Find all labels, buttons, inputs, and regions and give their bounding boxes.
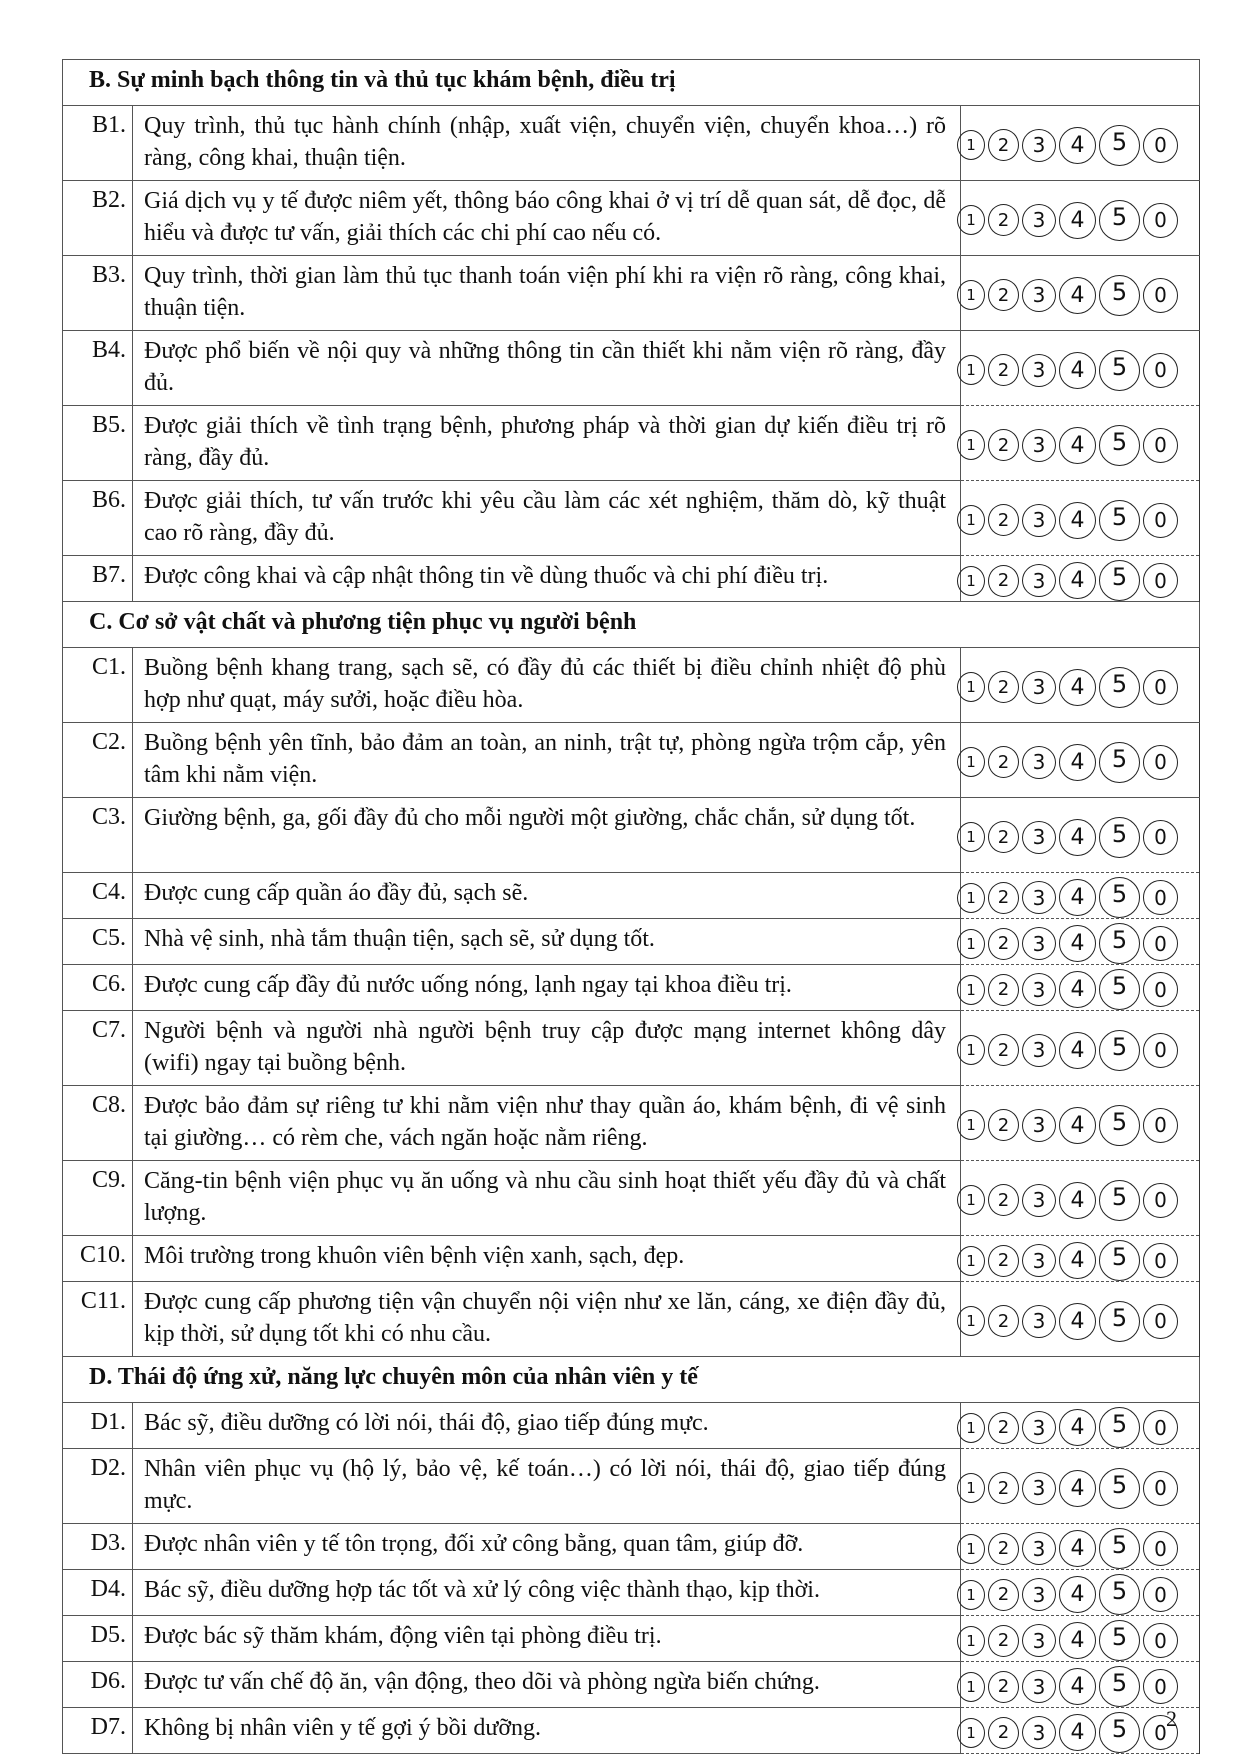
rating-cell xyxy=(961,256,1200,331)
rating-bubble-1[interactable]: 1 xyxy=(957,822,985,852)
rating-bubble-3[interactable]: 3 xyxy=(1022,1305,1056,1338)
rating-bubble-2[interactable]: 2 xyxy=(988,204,1019,236)
rating-bubble-3[interactable]: 3 xyxy=(1022,1244,1056,1277)
survey-page xyxy=(62,59,1199,1754)
question-text: Quy trình, thủ tục hành chính (nhập, xuất viện, chuyển viện, chuyển khoa…) rõ ràng, công khai, thuận tiện. xyxy=(133,106,961,181)
question-text: Môi trường trong khuôn viên bệnh viện xanh, sạch, đẹp. xyxy=(133,1236,961,1282)
rating-bubble-0[interactable]: 0 xyxy=(1143,278,1178,313)
question-row xyxy=(63,1011,1200,1086)
rating-bubble-0[interactable]: 0 xyxy=(1143,1669,1178,1704)
rating-bubble-1[interactable]: 1 xyxy=(957,1534,985,1564)
rating-bubble-1[interactable]: 1 xyxy=(957,1473,985,1503)
rating-bubble-2[interactable]: 2 xyxy=(988,1579,1019,1611)
rating-bubble-0[interactable]: 0 xyxy=(1143,203,1178,238)
rating-cell xyxy=(961,1011,1200,1086)
rating-bubble-4[interactable]: 4 xyxy=(1059,879,1096,916)
rating-bubble-0[interactable]: 0 xyxy=(1143,972,1178,1007)
question-text: Được nhân viên y tế tôn trọng, đối xử công bằng, quan tâm, giúp đỡ. xyxy=(133,1524,961,1570)
rating-bubble-3[interactable]: 3 xyxy=(1022,1578,1056,1611)
rating-bubble-2[interactable]: 2 xyxy=(988,129,1019,161)
question-text: Không bị nhân viên y tế gợi ý bồi dưỡng. xyxy=(133,1708,961,1754)
rating-cell xyxy=(961,1662,1200,1708)
rating-bubble-1[interactable]: 1 xyxy=(957,1413,985,1443)
rating-bubble-3[interactable]: 3 xyxy=(1022,1716,1056,1749)
rating-bubble-0[interactable]: 0 xyxy=(1143,1623,1178,1658)
rating-bubble-3[interactable]: 3 xyxy=(1022,1411,1056,1444)
question-code: C10. xyxy=(63,1236,133,1282)
rating-cell xyxy=(961,1403,1200,1449)
question-row xyxy=(63,106,1200,181)
question-code: B4. xyxy=(63,331,133,406)
rating-cell xyxy=(961,406,1200,481)
question-text: Bác sỹ, điều dưỡng có lời nói, thái độ, giao tiếp đúng mực. xyxy=(133,1403,961,1449)
question-code: C7. xyxy=(63,1011,133,1086)
question-row xyxy=(63,1282,1200,1357)
rating-bubble-1[interactable]: 1 xyxy=(957,1035,985,1065)
rating-bubble-0[interactable]: 0 xyxy=(1143,1410,1178,1445)
rating-options xyxy=(957,560,1199,601)
rating-bubble-4[interactable]: 4 xyxy=(1059,352,1096,389)
section-title: D. Thái độ ứng xử, năng lực chuyên môn của nhân viên y tế xyxy=(63,1357,1200,1403)
rating-cell xyxy=(961,1616,1200,1662)
rating-cell xyxy=(961,331,1200,406)
question-text: Giá dịch vụ y tế được niêm yết, thông báo công khai ở vị trí dễ quan sát, dễ đọc, dễ hiểu và được tư vấn, giải thích các chi phí cao nếu có. xyxy=(133,181,961,256)
rating-options xyxy=(957,667,1199,708)
rating-bubble-4[interactable]: 4 xyxy=(1059,1242,1096,1279)
question-code: B3. xyxy=(63,256,133,331)
rating-bubble-0[interactable]: 0 xyxy=(1143,820,1178,855)
rating-bubble-2[interactable]: 2 xyxy=(988,1533,1019,1565)
rating-cell xyxy=(961,873,1200,919)
question-row xyxy=(63,798,1200,873)
rating-bubble-5[interactable]: 5 xyxy=(1099,1528,1140,1569)
rating-cell xyxy=(961,181,1200,256)
rating-bubble-2[interactable]: 2 xyxy=(988,354,1019,386)
rating-cell xyxy=(961,798,1200,873)
rating-options xyxy=(957,1030,1199,1071)
rating-bubble-0[interactable]: 0 xyxy=(1143,670,1178,705)
rating-bubble-4[interactable]: 4 xyxy=(1059,202,1096,239)
rating-bubble-0[interactable]: 0 xyxy=(1143,1033,1178,1068)
rating-bubble-2[interactable]: 2 xyxy=(988,882,1019,914)
rating-bubble-5[interactable]: 5 xyxy=(1099,1712,1140,1753)
rating-bubble-2[interactable]: 2 xyxy=(988,746,1019,778)
question-row xyxy=(63,481,1200,556)
rating-bubble-3[interactable]: 3 xyxy=(1022,1670,1056,1703)
rating-bubble-2[interactable]: 2 xyxy=(988,1625,1019,1657)
rating-bubble-0[interactable]: 0 xyxy=(1143,880,1178,915)
question-text: Được cung cấp quần áo đầy đủ, sạch sẽ. xyxy=(133,873,961,919)
section-header-row xyxy=(63,60,1200,106)
rating-options xyxy=(957,500,1199,541)
rating-bubble-4[interactable]: 4 xyxy=(1059,1107,1096,1144)
question-code: D5. xyxy=(63,1616,133,1662)
question-text: Giường bệnh, ga, gối đầy đủ cho mỗi người một giường, chắc chắn, sử dụng tốt. xyxy=(133,798,961,873)
rating-bubble-0[interactable]: 0 xyxy=(1143,503,1178,538)
question-text: Người bệnh và người nhà người bệnh truy cập được mạng internet không dây (wifi) ngay tại buồng bệnh. xyxy=(133,1011,961,1086)
rating-bubble-0[interactable]: 0 xyxy=(1143,353,1178,388)
rating-bubble-2[interactable]: 2 xyxy=(988,1412,1019,1444)
rating-bubble-4[interactable]: 4 xyxy=(1059,1303,1096,1340)
rating-bubble-1[interactable]: 1 xyxy=(957,205,985,235)
question-text: Buồng bệnh yên tĩnh, bảo đảm an toàn, an ninh, trật tự, phòng ngừa trộm cắp, yên tâm khi nằm viện. xyxy=(133,723,961,798)
question-code: C4. xyxy=(63,873,133,919)
rating-bubble-3[interactable]: 3 xyxy=(1022,504,1056,537)
rating-bubble-5[interactable]: 5 xyxy=(1099,1666,1140,1707)
section-header-row xyxy=(63,1357,1200,1403)
rating-bubble-3[interactable]: 3 xyxy=(1022,1472,1056,1505)
rating-bubble-2[interactable]: 2 xyxy=(988,671,1019,703)
question-text: Được cung cấp đầy đủ nước uống nóng, lạnh ngay tại khoa điều trị. xyxy=(133,965,961,1011)
section-title: B. Sự minh bạch thông tin và thủ tục khám bệnh, điều trị xyxy=(63,60,1200,106)
question-code: B2. xyxy=(63,181,133,256)
rating-cell xyxy=(961,648,1200,723)
rating-bubble-2[interactable]: 2 xyxy=(988,1245,1019,1277)
rating-bubble-4[interactable]: 4 xyxy=(1059,1576,1096,1613)
rating-bubble-2[interactable]: 2 xyxy=(988,429,1019,461)
section-title: C. Cơ sở vật chất và phương tiện phục vụ người bệnh xyxy=(63,602,1200,648)
rating-options xyxy=(957,877,1199,918)
rating-bubble-5[interactable]: 5 xyxy=(1099,350,1140,391)
rating-bubble-2[interactable]: 2 xyxy=(988,1034,1019,1066)
question-text: Được giải thích về tình trạng bệnh, phương pháp và thời gian dự kiến điều trị rõ ràng, đầy đủ. xyxy=(133,406,961,481)
rating-bubble-0[interactable]: 0 xyxy=(1143,1183,1178,1218)
question-code: C2. xyxy=(63,723,133,798)
rating-bubble-2[interactable]: 2 xyxy=(988,928,1019,960)
rating-bubble-3[interactable]: 3 xyxy=(1022,1532,1056,1565)
rating-bubble-5[interactable]: 5 xyxy=(1099,560,1140,601)
question-code: C9. xyxy=(63,1161,133,1236)
rating-options xyxy=(957,1105,1199,1146)
rating-bubble-5[interactable]: 5 xyxy=(1099,275,1140,316)
rating-bubble-3[interactable]: 3 xyxy=(1022,279,1056,312)
rating-bubble-3[interactable]: 3 xyxy=(1022,927,1056,960)
question-row xyxy=(63,965,1200,1011)
rating-options xyxy=(957,742,1199,783)
rating-bubble-4[interactable]: 4 xyxy=(1059,1470,1096,1507)
rating-bubble-5[interactable]: 5 xyxy=(1099,1574,1140,1615)
rating-bubble-3[interactable]: 3 xyxy=(1022,1184,1056,1217)
rating-bubble-5[interactable]: 5 xyxy=(1099,1620,1140,1661)
rating-bubble-5[interactable]: 5 xyxy=(1099,877,1140,918)
rating-bubble-4[interactable]: 4 xyxy=(1059,669,1096,706)
question-code: C5. xyxy=(63,919,133,965)
rating-options xyxy=(957,200,1199,241)
rating-bubble-1[interactable]: 1 xyxy=(957,1306,985,1336)
rating-options xyxy=(957,1666,1199,1707)
rating-bubble-5[interactable]: 5 xyxy=(1099,125,1140,166)
rating-bubble-2[interactable]: 2 xyxy=(988,821,1019,853)
question-row xyxy=(63,648,1200,723)
question-row xyxy=(63,181,1200,256)
rating-bubble-2[interactable]: 2 xyxy=(988,974,1019,1006)
rating-options xyxy=(957,817,1199,858)
rating-bubble-1[interactable]: 1 xyxy=(957,130,985,160)
rating-bubble-4[interactable]: 4 xyxy=(1059,971,1096,1008)
rating-bubble-5[interactable]: 5 xyxy=(1099,969,1140,1010)
question-text: Được phổ biến về nội quy và những thông tin cần thiết khi nằm viện rõ ràng, đầy đủ. xyxy=(133,331,961,406)
rating-bubble-4[interactable]: 4 xyxy=(1059,819,1096,856)
rating-options xyxy=(957,1468,1199,1509)
rating-bubble-1[interactable]: 1 xyxy=(957,883,985,913)
question-code: C1. xyxy=(63,648,133,723)
rating-bubble-5[interactable]: 5 xyxy=(1099,742,1140,783)
rating-bubble-2[interactable]: 2 xyxy=(988,565,1019,597)
rating-bubble-0[interactable]: 0 xyxy=(1143,1715,1178,1750)
question-text: Được công khai và cập nhật thông tin về dùng thuốc và chi phí điều trị. xyxy=(133,556,961,602)
question-row xyxy=(63,1708,1200,1754)
rating-cell xyxy=(961,1449,1200,1524)
question-row xyxy=(63,1662,1200,1708)
rating-bubble-5[interactable]: 5 xyxy=(1099,923,1140,964)
rating-bubble-1[interactable]: 1 xyxy=(957,929,985,959)
question-code: D3. xyxy=(63,1524,133,1570)
rating-bubble-4[interactable]: 4 xyxy=(1059,127,1096,164)
rating-cell xyxy=(961,965,1200,1011)
question-code: B7. xyxy=(63,556,133,602)
rating-cell xyxy=(961,106,1200,181)
rating-bubble-4[interactable]: 4 xyxy=(1059,1668,1096,1705)
question-row xyxy=(63,1449,1200,1524)
question-row xyxy=(63,1086,1200,1161)
rating-bubble-5[interactable]: 5 xyxy=(1099,1240,1140,1281)
rating-bubble-2[interactable]: 2 xyxy=(988,1671,1019,1703)
page-number: 2 xyxy=(1166,1706,1177,1731)
question-row xyxy=(63,1616,1200,1662)
rating-options xyxy=(957,1240,1199,1281)
question-text: Được giải thích, tư vấn trước khi yêu cầu làm các xét nghiệm, thăm dò, kỹ thuật cao rõ ràng, đầy đủ. xyxy=(133,481,961,556)
question-text: Được cung cấp phương tiện vận chuyển nội viện như xe lăn, cáng, xe điện đầy đủ, kịp thời, sử dụng tốt khi có nhu cầu. xyxy=(133,1282,961,1357)
rating-bubble-0[interactable]: 0 xyxy=(1143,428,1178,463)
rating-bubble-5[interactable]: 5 xyxy=(1099,1468,1140,1509)
question-row xyxy=(63,1570,1200,1616)
rating-bubble-2[interactable]: 2 xyxy=(988,1184,1019,1216)
question-code: C8. xyxy=(63,1086,133,1161)
rating-options xyxy=(957,1712,1199,1753)
rating-cell xyxy=(961,1708,1200,1754)
question-text: Nhân viên phục vụ (hộ lý, bảo vệ, kế toán…) có lời nói, thái độ, giao tiếp đúng mực. xyxy=(133,1449,961,1524)
rating-options xyxy=(957,1407,1199,1448)
rating-bubble-4[interactable]: 4 xyxy=(1059,277,1096,314)
rating-bubble-4[interactable]: 4 xyxy=(1059,562,1096,599)
rating-bubble-4[interactable]: 4 xyxy=(1059,925,1096,962)
rating-options xyxy=(957,350,1199,391)
rating-bubble-1[interactable]: 1 xyxy=(957,975,985,1005)
rating-bubble-3[interactable]: 3 xyxy=(1022,1034,1056,1067)
rating-cell xyxy=(961,1086,1200,1161)
rating-options xyxy=(957,1301,1199,1342)
question-row xyxy=(63,556,1200,602)
rating-bubble-4[interactable]: 4 xyxy=(1059,1714,1096,1751)
question-text: Được tư vấn chế độ ăn, vận động, theo dõi và phòng ngừa biến chứng. xyxy=(133,1662,961,1708)
question-row xyxy=(63,1161,1200,1236)
rating-bubble-1[interactable]: 1 xyxy=(957,1580,985,1610)
rating-bubble-0[interactable]: 0 xyxy=(1143,1531,1178,1566)
rating-options xyxy=(957,425,1199,466)
question-row xyxy=(63,1236,1200,1282)
rating-bubble-1[interactable]: 1 xyxy=(957,1246,985,1276)
rating-bubble-3[interactable]: 3 xyxy=(1022,1109,1056,1142)
question-code: D6. xyxy=(63,1662,133,1708)
question-code: D1. xyxy=(63,1403,133,1449)
question-row xyxy=(63,723,1200,798)
rating-bubble-3[interactable]: 3 xyxy=(1022,354,1056,387)
rating-bubble-4[interactable]: 4 xyxy=(1059,1032,1096,1069)
rating-bubble-5[interactable]: 5 xyxy=(1099,1180,1140,1221)
rating-bubble-1[interactable]: 1 xyxy=(957,747,985,777)
rating-bubble-0[interactable]: 0 xyxy=(1143,1243,1178,1278)
rating-bubble-4[interactable]: 4 xyxy=(1059,1409,1096,1446)
question-text: Được bác sỹ thăm khám, động viên tại phòng điều trị. xyxy=(133,1616,961,1662)
rating-bubble-2[interactable]: 2 xyxy=(988,1472,1019,1504)
rating-bubble-0[interactable]: 0 xyxy=(1143,1108,1178,1143)
rating-bubble-3[interactable]: 3 xyxy=(1022,746,1056,779)
rating-bubble-5[interactable]: 5 xyxy=(1099,667,1140,708)
question-row xyxy=(63,256,1200,331)
rating-bubble-1[interactable]: 1 xyxy=(957,1185,985,1215)
rating-cell xyxy=(961,481,1200,556)
rating-bubble-1[interactable]: 1 xyxy=(957,1718,985,1748)
rating-bubble-0[interactable]: 0 xyxy=(1143,1471,1178,1506)
rating-bubble-3[interactable]: 3 xyxy=(1022,821,1056,854)
rating-cell xyxy=(961,723,1200,798)
question-code: C11. xyxy=(63,1282,133,1357)
rating-cell xyxy=(961,1161,1200,1236)
question-text: Nhà vệ sinh, nhà tắm thuận tiện, sạch sẽ, sử dụng tốt. xyxy=(133,919,961,965)
rating-bubble-3[interactable]: 3 xyxy=(1022,564,1056,597)
rating-bubble-5[interactable]: 5 xyxy=(1099,1030,1140,1071)
rating-bubble-2[interactable]: 2 xyxy=(988,504,1019,536)
rating-bubble-5[interactable]: 5 xyxy=(1099,1301,1140,1342)
rating-bubble-4[interactable]: 4 xyxy=(1059,1622,1096,1659)
rating-bubble-5[interactable]: 5 xyxy=(1099,425,1140,466)
survey-table xyxy=(62,59,1200,1754)
rating-bubble-2[interactable]: 2 xyxy=(988,279,1019,311)
rating-options xyxy=(957,1620,1199,1661)
rating-bubble-5[interactable]: 5 xyxy=(1099,817,1140,858)
rating-bubble-1[interactable]: 1 xyxy=(957,1672,985,1702)
rating-cell xyxy=(961,919,1200,965)
rating-options xyxy=(957,125,1199,166)
rating-bubble-4[interactable]: 4 xyxy=(1059,502,1096,539)
rating-options xyxy=(957,1180,1199,1221)
rating-bubble-0[interactable]: 0 xyxy=(1143,745,1178,780)
question-code: D4. xyxy=(63,1570,133,1616)
rating-bubble-5[interactable]: 5 xyxy=(1099,1105,1140,1146)
rating-cell xyxy=(961,1282,1200,1357)
question-code: B1. xyxy=(63,106,133,181)
question-row xyxy=(63,1524,1200,1570)
question-text: Quy trình, thời gian làm thủ tục thanh toán viện phí khi ra viện rõ ràng, công khai, thuận tiện. xyxy=(133,256,961,331)
rating-cell xyxy=(961,556,1200,602)
rating-cell xyxy=(961,1570,1200,1616)
rating-options xyxy=(957,1574,1199,1615)
rating-bubble-2[interactable]: 2 xyxy=(988,1109,1019,1141)
question-code: B6. xyxy=(63,481,133,556)
rating-bubble-1[interactable]: 1 xyxy=(957,1110,985,1140)
question-text: Bác sỹ, điều dưỡng hợp tác tốt và xử lý công việc thành thạo, kịp thời. xyxy=(133,1570,961,1616)
rating-bubble-1[interactable]: 1 xyxy=(957,355,985,385)
section-header-row xyxy=(63,602,1200,648)
rating-cell xyxy=(961,1524,1200,1570)
question-row xyxy=(63,919,1200,965)
question-code: C3. xyxy=(63,798,133,873)
rating-bubble-1[interactable]: 1 xyxy=(957,672,985,702)
question-code: D2. xyxy=(63,1449,133,1524)
rating-bubble-0[interactable]: 0 xyxy=(1143,926,1178,961)
rating-cell xyxy=(961,1236,1200,1282)
rating-bubble-5[interactable]: 5 xyxy=(1099,200,1140,241)
rating-bubble-3[interactable]: 3 xyxy=(1022,671,1056,704)
rating-bubble-1[interactable]: 1 xyxy=(957,1626,985,1656)
rating-bubble-3[interactable]: 3 xyxy=(1022,1624,1056,1657)
rating-bubble-0[interactable]: 0 xyxy=(1143,128,1178,163)
rating-bubble-3[interactable]: 3 xyxy=(1022,129,1056,162)
rating-bubble-0[interactable]: 0 xyxy=(1143,1304,1178,1339)
rating-options xyxy=(957,1528,1199,1569)
rating-bubble-4[interactable]: 4 xyxy=(1059,744,1096,781)
rating-bubble-5[interactable]: 5 xyxy=(1099,1407,1140,1448)
rating-bubble-3[interactable]: 3 xyxy=(1022,204,1056,237)
rating-bubble-4[interactable]: 4 xyxy=(1059,1530,1096,1567)
rating-bubble-3[interactable]: 3 xyxy=(1022,881,1056,914)
question-row xyxy=(63,873,1200,919)
rating-options xyxy=(957,969,1199,1010)
question-code: B5. xyxy=(63,406,133,481)
rating-bubble-2[interactable]: 2 xyxy=(988,1717,1019,1749)
rating-bubble-1[interactable]: 1 xyxy=(957,280,985,310)
rating-bubble-0[interactable]: 0 xyxy=(1143,563,1178,598)
rating-bubble-0[interactable]: 0 xyxy=(1143,1577,1178,1612)
question-text: Buồng bệnh khang trang, sạch sẽ, có đầy đủ các thiết bị điều chỉnh nhiệt độ phù hợp như quạt, máy sưởi, hoặc điều hòa. xyxy=(133,648,961,723)
rating-bubble-1[interactable]: 1 xyxy=(957,505,985,535)
question-row xyxy=(63,331,1200,406)
rating-options xyxy=(957,275,1199,316)
question-row xyxy=(63,406,1200,481)
rating-bubble-4[interactable]: 4 xyxy=(1059,1182,1096,1219)
question-code: C6. xyxy=(63,965,133,1011)
question-text: Được bảo đảm sự riêng tư khi nằm viện như thay quần áo, khám bệnh, đi vệ sinh tại giường… có rèm che, vách ngăn hoặc nằm riêng. xyxy=(133,1086,961,1161)
rating-bubble-3[interactable]: 3 xyxy=(1022,429,1056,462)
rating-bubble-3[interactable]: 3 xyxy=(1022,973,1056,1006)
rating-bubble-1[interactable]: 1 xyxy=(957,566,985,596)
rating-options xyxy=(957,923,1199,964)
question-code: D7. xyxy=(63,1708,133,1754)
question-row xyxy=(63,1403,1200,1449)
rating-bubble-1[interactable]: 1 xyxy=(957,430,985,460)
rating-bubble-5[interactable]: 5 xyxy=(1099,500,1140,541)
question-text: Căng-tin bệnh viện phục vụ ăn uống và nhu cầu sinh hoạt thiết yếu đầy đủ và chất lượng. xyxy=(133,1161,961,1236)
rating-bubble-2[interactable]: 2 xyxy=(988,1305,1019,1337)
rating-bubble-4[interactable]: 4 xyxy=(1059,427,1096,464)
